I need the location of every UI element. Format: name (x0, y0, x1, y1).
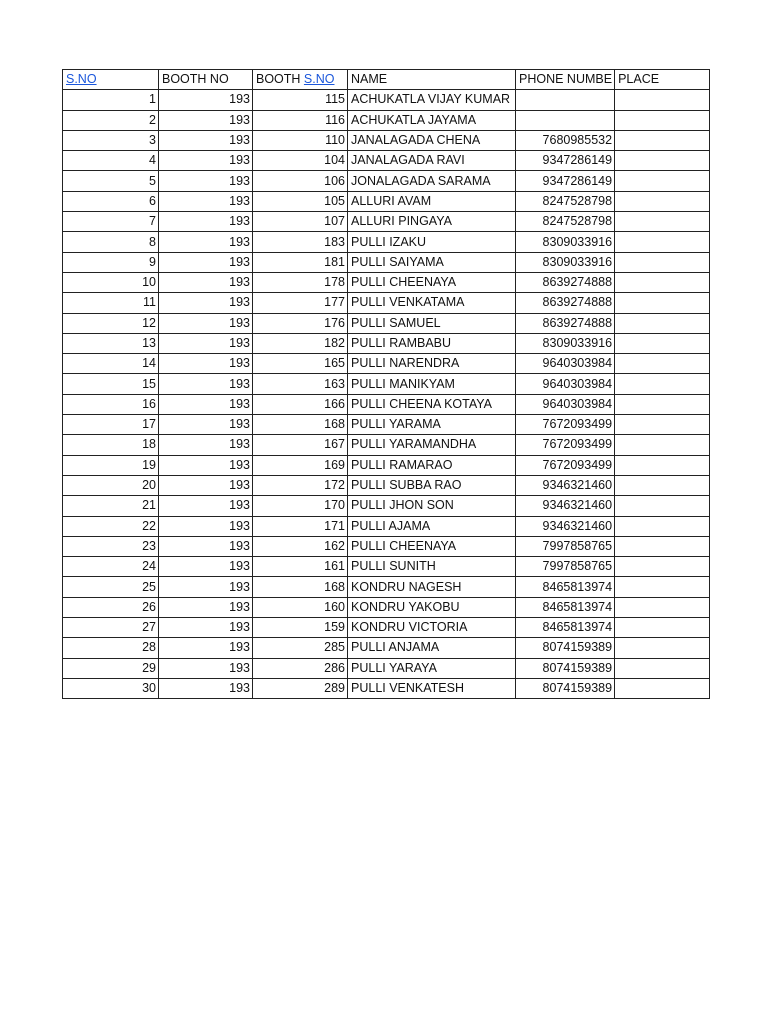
cell-phone: 8639274888 (516, 293, 615, 313)
cell-place (615, 272, 710, 292)
cell-name: PULLI CHEENAYA (348, 272, 516, 292)
header-place: PLACE (615, 70, 710, 90)
cell-booth-no: 193 (159, 354, 253, 374)
cell-sno: 16 (63, 394, 159, 414)
cell-booth-no: 193 (159, 455, 253, 475)
cell-name: PULLI VENKATESH (348, 678, 516, 698)
cell-booth-no: 193 (159, 435, 253, 455)
cell-sno: 17 (63, 415, 159, 435)
cell-booth-sno: 285 (253, 638, 348, 658)
cell-phone: 7680985532 (516, 130, 615, 150)
cell-booth-no: 193 (159, 516, 253, 536)
cell-phone: 7672093499 (516, 415, 615, 435)
cell-booth-sno: 289 (253, 678, 348, 698)
cell-place (615, 151, 710, 171)
cell-phone: 9640303984 (516, 394, 615, 414)
cell-sno: 26 (63, 597, 159, 617)
cell-place (615, 191, 710, 211)
cell-booth-sno: 167 (253, 435, 348, 455)
cell-name: PULLI CHEENAYA (348, 536, 516, 556)
cell-name: PULLI SUNITH (348, 557, 516, 577)
table-row (63, 90, 710, 110)
cell-phone: 8309033916 (516, 232, 615, 252)
cell-sno: 27 (63, 618, 159, 638)
table-row (63, 455, 710, 475)
cell-booth-no: 193 (159, 475, 253, 495)
table-row (63, 272, 710, 292)
cell-booth-sno: 165 (253, 354, 348, 374)
cell-phone (516, 110, 615, 130)
cell-place (615, 354, 710, 374)
cell-name: PULLI JHON SON (348, 496, 516, 516)
cell-booth-no: 193 (159, 90, 253, 110)
cell-place (615, 212, 710, 232)
table-row (63, 313, 710, 333)
cell-phone: 9640303984 (516, 354, 615, 374)
header-booth-sno (253, 70, 348, 90)
cell-phone: 8247528798 (516, 212, 615, 232)
header-row (63, 70, 710, 90)
cell-name: PULLI RAMARAO (348, 455, 516, 475)
cell-sno: 13 (63, 333, 159, 353)
header-sno[interactable] (63, 70, 159, 90)
cell-booth-no: 193 (159, 415, 253, 435)
cell-booth-sno: 159 (253, 618, 348, 638)
cell-booth-sno: 106 (253, 171, 348, 191)
table-row (63, 232, 710, 252)
cell-booth-sno: 286 (253, 658, 348, 678)
cell-place (615, 638, 710, 658)
cell-sno: 22 (63, 516, 159, 536)
cell-sno: 1 (63, 90, 159, 110)
cell-place (615, 516, 710, 536)
cell-booth-sno: 104 (253, 151, 348, 171)
table-row (63, 638, 710, 658)
cell-place (615, 618, 710, 638)
cell-phone: 9347286149 (516, 151, 615, 171)
cell-name: PULLI SUBBA RAO (348, 475, 516, 495)
table-row (63, 516, 710, 536)
table-row (63, 130, 710, 150)
cell-sno: 4 (63, 151, 159, 171)
cell-place (615, 110, 710, 130)
cell-booth-sno: 163 (253, 374, 348, 394)
cell-sno: 30 (63, 678, 159, 698)
cell-booth-no: 193 (159, 212, 253, 232)
cell-sno: 5 (63, 171, 159, 191)
cell-booth-no: 193 (159, 191, 253, 211)
booth-sno-link[interactable]: S.NO (303, 72, 335, 87)
table-row (63, 252, 710, 272)
cell-booth-no: 193 (159, 293, 253, 313)
cell-booth-no: 193 (159, 577, 253, 597)
cell-place (615, 293, 710, 313)
table-row (63, 171, 710, 191)
cell-place (615, 678, 710, 698)
cell-place (615, 232, 710, 252)
cell-sno: 19 (63, 455, 159, 475)
cell-name: PULLI SAMUEL (348, 313, 516, 333)
cell-name: PULLI YARAYA (348, 658, 516, 678)
cell-booth-sno: 110 (253, 130, 348, 150)
table-row (63, 212, 710, 232)
cell-booth-no: 193 (159, 536, 253, 556)
cell-booth-sno: 166 (253, 394, 348, 414)
cell-booth-sno: 116 (253, 110, 348, 130)
cell-booth-sno: 172 (253, 475, 348, 495)
table-row (63, 333, 710, 353)
cell-booth-sno: 182 (253, 333, 348, 353)
cell-sno: 23 (63, 536, 159, 556)
cell-sno: 28 (63, 638, 159, 658)
cell-name: ACHUKATLA JAYAMA (348, 110, 516, 130)
table-row (63, 536, 710, 556)
cell-booth-sno: 115 (253, 90, 348, 110)
cell-sno: 25 (63, 577, 159, 597)
cell-booth-no: 193 (159, 171, 253, 191)
table-row (63, 496, 710, 516)
cell-booth-no: 193 (159, 130, 253, 150)
header-phone: PHONE NUMBE (516, 70, 615, 90)
cell-sno: 20 (63, 475, 159, 495)
cell-sno: 14 (63, 354, 159, 374)
cell-name: JANALAGADA RAVI (348, 151, 516, 171)
cell-sno: 9 (63, 252, 159, 272)
cell-booth-sno: 168 (253, 577, 348, 597)
cell-booth-sno: 160 (253, 597, 348, 617)
cell-sno: 29 (63, 658, 159, 678)
cell-place (615, 252, 710, 272)
cell-booth-sno: 105 (253, 191, 348, 211)
cell-phone: 8465813974 (516, 597, 615, 617)
cell-phone: 9347286149 (516, 171, 615, 191)
cell-booth-sno: 170 (253, 496, 348, 516)
cell-sno: 18 (63, 435, 159, 455)
cell-booth-sno: 171 (253, 516, 348, 536)
cell-phone: 8309033916 (516, 333, 615, 353)
cell-booth-no: 193 (159, 394, 253, 414)
table-row (63, 678, 710, 698)
cell-sno: 8 (63, 232, 159, 252)
cell-booth-sno: 161 (253, 557, 348, 577)
cell-booth-sno: 162 (253, 536, 348, 556)
cell-phone: 7672093499 (516, 455, 615, 475)
cell-place (615, 90, 710, 110)
cell-booth-no: 193 (159, 110, 253, 130)
cell-phone: 7672093499 (516, 435, 615, 455)
table-row (63, 435, 710, 455)
cell-sno: 10 (63, 272, 159, 292)
cell-booth-sno: 183 (253, 232, 348, 252)
cell-place (615, 597, 710, 617)
cell-name: PULLI IZAKU (348, 232, 516, 252)
cell-booth-sno: 177 (253, 293, 348, 313)
table-row (63, 618, 710, 638)
cell-booth-sno: 178 (253, 272, 348, 292)
cell-name: PULLI SAIYAMA (348, 252, 516, 272)
voter-table (62, 69, 710, 699)
cell-sno: 24 (63, 557, 159, 577)
cell-booth-no: 193 (159, 272, 253, 292)
table-row (63, 577, 710, 597)
header-booth-no: BOOTH NO (159, 70, 253, 90)
cell-booth-no: 193 (159, 557, 253, 577)
cell-name: PULLI YARAMA (348, 415, 516, 435)
table-body (63, 90, 710, 699)
cell-place (615, 455, 710, 475)
cell-booth-no: 193 (159, 252, 253, 272)
cell-booth-sno: 168 (253, 415, 348, 435)
table-row (63, 597, 710, 617)
table-row (63, 354, 710, 374)
cell-booth-no: 193 (159, 658, 253, 678)
cell-place (615, 557, 710, 577)
cell-name: ALLURI AVAM (348, 191, 516, 211)
cell-phone: 7997858765 (516, 536, 615, 556)
cell-name: PULLI AJAMA (348, 516, 516, 536)
cell-phone: 8074159389 (516, 658, 615, 678)
cell-name: ALLURI PINGAYA (348, 212, 516, 232)
cell-phone: 8074159389 (516, 638, 615, 658)
cell-phone: 8465813974 (516, 577, 615, 597)
table-row (63, 293, 710, 313)
cell-booth-no: 193 (159, 618, 253, 638)
cell-booth-no: 193 (159, 333, 253, 353)
cell-booth-sno: 176 (253, 313, 348, 333)
cell-place (615, 435, 710, 455)
table-row (63, 557, 710, 577)
table-row (63, 658, 710, 678)
cell-place (615, 577, 710, 597)
cell-sno: 15 (63, 374, 159, 394)
cell-place (615, 374, 710, 394)
cell-name: PULLI RAMBABU (348, 333, 516, 353)
cell-phone: 9346321460 (516, 475, 615, 495)
cell-name: PULLI CHEENA KOTAYA (348, 394, 516, 414)
cell-booth-no: 193 (159, 313, 253, 333)
cell-booth-sno: 169 (253, 455, 348, 475)
cell-name: JANALAGADA CHENA (348, 130, 516, 150)
cell-name: KONDRU NAGESH (348, 577, 516, 597)
cell-sno: 6 (63, 191, 159, 211)
cell-name: JONALAGADA SARAMA (348, 171, 516, 191)
booth-sno-prefix: BOOTH (256, 72, 304, 87)
sno-link[interactable]: S.NO (66, 72, 97, 87)
table-row (63, 374, 710, 394)
cell-phone (516, 90, 615, 110)
cell-phone: 8639274888 (516, 313, 615, 333)
cell-phone: 8309033916 (516, 252, 615, 272)
table-row (63, 191, 710, 211)
cell-place (615, 496, 710, 516)
cell-place (615, 313, 710, 333)
cell-place (615, 658, 710, 678)
cell-booth-no: 193 (159, 496, 253, 516)
cell-name: PULLI VENKATAMA (348, 293, 516, 313)
cell-place (615, 536, 710, 556)
table-row (63, 415, 710, 435)
cell-name: PULLI NARENDRA (348, 354, 516, 374)
cell-phone: 9346321460 (516, 496, 615, 516)
cell-phone: 9346321460 (516, 516, 615, 536)
table-row (63, 110, 710, 130)
cell-booth-no: 193 (159, 678, 253, 698)
cell-phone: 7997858765 (516, 557, 615, 577)
table-row (63, 151, 710, 171)
cell-phone: 9640303984 (516, 374, 615, 394)
cell-phone: 8074159389 (516, 678, 615, 698)
cell-name: KONDRU VICTORIA (348, 618, 516, 638)
cell-place (615, 415, 710, 435)
cell-booth-no: 193 (159, 151, 253, 171)
cell-place (615, 130, 710, 150)
table-row (63, 475, 710, 495)
cell-sno: 12 (63, 313, 159, 333)
cell-phone: 8247528798 (516, 191, 615, 211)
cell-booth-no: 193 (159, 232, 253, 252)
cell-sno: 7 (63, 212, 159, 232)
cell-sno: 2 (63, 110, 159, 130)
cell-name: ACHUKATLA VIJAY KUMAR (348, 90, 516, 110)
cell-name: PULLI MANIKYAM (348, 374, 516, 394)
table-row (63, 394, 710, 414)
cell-booth-no: 193 (159, 374, 253, 394)
cell-sno: 21 (63, 496, 159, 516)
cell-name: KONDRU YAKOBU (348, 597, 516, 617)
cell-place (615, 333, 710, 353)
cell-sno: 11 (63, 293, 159, 313)
header-name: NAME (348, 70, 516, 90)
cell-place (615, 171, 710, 191)
cell-booth-sno: 181 (253, 252, 348, 272)
cell-name: PULLI ANJAMA (348, 638, 516, 658)
cell-sno: 3 (63, 130, 159, 150)
cell-booth-sno: 107 (253, 212, 348, 232)
cell-phone: 8465813974 (516, 618, 615, 638)
cell-place (615, 475, 710, 495)
cell-booth-no: 193 (159, 638, 253, 658)
cell-name: PULLI YARAMANDHA (348, 435, 516, 455)
cell-booth-no: 193 (159, 597, 253, 617)
cell-phone: 8639274888 (516, 272, 615, 292)
cell-place (615, 394, 710, 414)
